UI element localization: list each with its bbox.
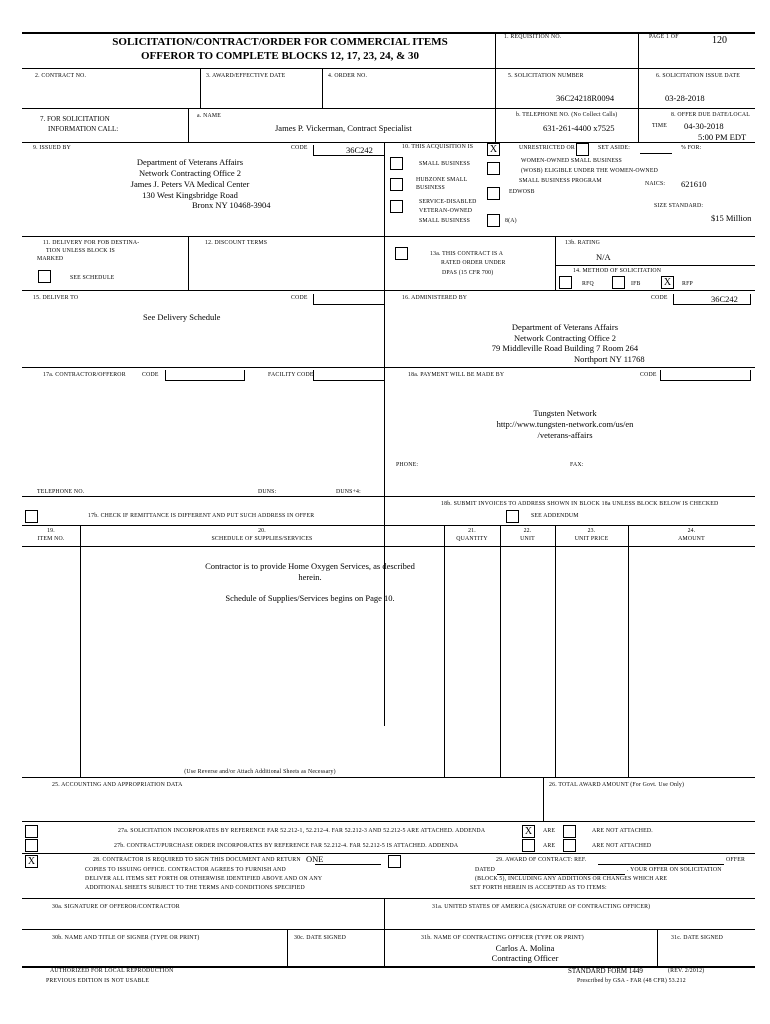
facility-code-field[interactable]	[313, 370, 385, 381]
x-mark-icon: X	[663, 277, 672, 288]
edwosb-checkbox[interactable]	[487, 187, 500, 200]
hubzone-checkbox[interactable]	[390, 178, 403, 191]
see-addendum-checkbox[interactable]	[506, 510, 519, 523]
duns-label: DUNS:	[258, 489, 277, 495]
officer-name-label: 31b. NAME OF CONTRACTING OFFICER (TYPE OR PRINT)	[421, 935, 584, 941]
wosb-label: WOMEN-OWNED SMALL BUSINESS	[521, 158, 622, 164]
issued-by-line: Network Contracting Office 2	[138, 168, 242, 178]
solicitation-info-label-2: INFORMATION CALL:	[48, 125, 119, 133]
footer-reproduction: AUTHORIZED FOR LOCAL REPRODUCTION	[50, 968, 174, 974]
officer-title: Contracting Officer	[491, 953, 559, 963]
set-aside-checkbox[interactable]	[576, 143, 589, 156]
27b-are-checkbox[interactable]	[522, 839, 535, 852]
footer-edition: PREVIOUS EDITION IS NOT USABLE	[46, 978, 150, 984]
wosb-label-3: SMALL BUSINESS PROGRAM	[519, 178, 602, 184]
administered-by-code-label: CODE	[651, 295, 668, 301]
delivery-label-2: TION UNLESS BLOCK IS	[46, 248, 115, 254]
col21-header: QUANTITY	[456, 536, 488, 542]
ifb-label: IFB	[631, 281, 641, 287]
size-standard: $15 Million	[711, 213, 752, 223]
27b-label: 27b. CONTRACT/PURCHASE ORDER INCORPORATES BY REFERENCE FAR 52.212-4. FAR 52.212-5 IS ATTACHED. ADDENDA	[114, 843, 459, 849]
col19-number: 19.	[47, 528, 55, 534]
divider	[22, 898, 755, 899]
remittance-checkbox[interactable]	[25, 510, 38, 523]
officer-name: Carlos A. Molina	[495, 943, 555, 953]
col20-number: 20.	[258, 528, 266, 534]
divider	[22, 546, 755, 547]
payment-line: http://www.tungsten-network.com/us/en	[496, 419, 634, 429]
payment-line: /veterans-affairs	[537, 430, 593, 440]
offer-due-date: 04-30-2018	[684, 121, 724, 131]
rated-order-label-2: RATED ORDER UNDER	[441, 260, 506, 266]
divider	[188, 236, 189, 290]
divider	[22, 142, 755, 143]
your-offer-label: . YOUR OFFER ON SOLICITATION	[627, 867, 722, 873]
block28-checkbox[interactable]	[25, 855, 38, 868]
schedule-description-3: Schedule of Supplies/Services begins on Page 10.	[225, 593, 395, 603]
27a-are-checkbox[interactable]	[522, 825, 535, 838]
naics-code: 621610	[681, 179, 707, 189]
divider	[80, 525, 81, 777]
form-number: STANDARD FORM 1449	[568, 967, 643, 975]
solicitation-info-label: 7. FOR SOLICITATION	[40, 115, 110, 123]
x-mark-icon: X	[524, 826, 533, 837]
col22-number: 22.	[523, 528, 532, 534]
signer-name-label: 30b. NAME AND TITLE OF SIGNER (TYPE OR PRINT)	[52, 935, 200, 941]
top-border	[22, 32, 755, 34]
total-award-label: 26. TOTAL AWARD AMOUNT (For Govt. Use Only)	[549, 782, 685, 788]
solicitation-number-label: 5. SOLICITATION NUMBER	[508, 73, 584, 79]
officer-signature-label: 31a. UNITED STATES OF AMERICA (SIGNATURE OF CONTRACTING OFFICER)	[432, 904, 651, 910]
divider	[495, 68, 496, 108]
page-label: PAGE 1 OF	[649, 34, 679, 40]
27a-checkbox[interactable]	[25, 825, 38, 838]
facility-code-label: FACILITY CODE	[268, 372, 314, 378]
form-subtitle: OFFEROR TO COMPLETE BLOCKS 12, 17, 23, 24, & 30	[141, 50, 419, 62]
acquisition-label: 10. THIS ACQUISITION IS	[402, 144, 474, 150]
27b-are-label: ARE	[543, 843, 556, 849]
discount-terms-label: 12. DISCOUNT TERMS	[205, 240, 268, 246]
contractor-signature-label: 30a. SIGNATURE OF OFFEROR/CONTRACTOR	[52, 904, 180, 910]
divider	[22, 853, 755, 854]
administered-by-code: 36C242	[711, 294, 738, 304]
block29-line4: SET FORTH HEREIN IS ACCEPTED AS TO ITEMS:	[470, 885, 607, 891]
col20-header: SCHEDULE OF SUPPLIES/SERVICES	[211, 536, 313, 542]
contact-phone: 631-261-4400 x7525	[543, 123, 615, 133]
payment-line: Tungsten Network	[533, 408, 597, 418]
x-mark-icon: X	[489, 144, 498, 155]
unrestricted-label: UNRESTRICTED OR	[519, 145, 575, 151]
divider	[555, 236, 556, 290]
deliver-to-code-label: CODE	[291, 295, 308, 301]
27b-checkbox[interactable]	[25, 839, 38, 852]
contract-no-label: 2. CONTRACT NO.	[35, 73, 87, 79]
block29-label: 29. AWARD OF CONTRACT: REF.	[496, 857, 587, 863]
rfq-label: RFQ	[582, 281, 594, 287]
payment-code-label: CODE	[640, 372, 657, 378]
administered-by-line: Department of Veterans Affairs	[511, 322, 619, 332]
schedule-description: Contractor is to provide Home Oxygen Services, as described	[205, 561, 415, 571]
phone-label: b. TELEPHONE NO. (No Collect Calls)	[516, 112, 618, 118]
submit-invoices-label: 18b. SUBMIT INVOICES TO ADDRESS SHOWN IN BLOCK 18a UNLESS BLOCK BELOW IS CHECKED	[441, 501, 719, 507]
eight-a-checkbox[interactable]	[487, 214, 500, 227]
27b-are-not-label: ARE NOT ATTACHED	[592, 843, 652, 849]
divider	[188, 108, 189, 142]
eight-a-label: 8(A)	[505, 218, 517, 224]
set-aside-label: SET ASIDE:	[598, 145, 631, 151]
sdvosb-checkbox[interactable]	[390, 200, 403, 213]
size-standard-label: SIZE STANDARD:	[654, 203, 704, 209]
issued-by-line: 130 West Kingsbridge Road	[142, 190, 238, 200]
block29-checkbox[interactable]	[388, 855, 401, 868]
form-revision: (REV. 2/2012)	[668, 968, 705, 974]
offer-due-time: 5:00 PM EDT	[698, 132, 747, 142]
divider	[287, 929, 288, 966]
contractor-label: 17a. CONTRACTOR/OFFEROR	[43, 372, 126, 378]
col24-number: 24.	[687, 528, 696, 534]
col21-number: 21.	[468, 528, 476, 534]
deliver-to-label: 15. DELIVER TO	[33, 295, 79, 301]
block28-line2: COPIES TO ISSUING OFFICE. CONTRACTOR AGREES TO FURNISH AND	[85, 867, 286, 873]
issue-date: 03-28-2018	[665, 93, 705, 103]
block28-line3: DELIVER ALL ITEMS SET FORTH OR OTHERWISE IDENTIFIED ABOVE AND ON ANY	[85, 876, 323, 882]
rating-label: 13b. RATING	[565, 240, 601, 246]
deliver-to-code-field[interactable]	[313, 294, 385, 305]
col23-number: 23.	[587, 528, 596, 534]
remittance-label: 17b. CHECK IF REMITTANCE IS DIFFERENT AND PUT SUCH ADDRESS IN OFFER	[88, 513, 315, 519]
schedule-description-2: herein.	[298, 572, 322, 582]
divider	[638, 32, 639, 68]
divider	[555, 525, 556, 777]
administered-by-line: 79 Middleville Road Building 7 Room 264	[491, 343, 639, 353]
rfp-checkbox[interactable]	[661, 276, 674, 289]
divider	[500, 525, 501, 777]
small-business-label: SMALL BUSINESS	[419, 161, 471, 167]
divider	[200, 68, 201, 108]
ifb-checkbox[interactable]	[612, 276, 625, 289]
divider	[638, 68, 639, 142]
unrestricted-checkbox[interactable]	[487, 143, 500, 156]
27a-are-label: ARE	[543, 828, 556, 834]
delivery-label-3: MARKED	[37, 256, 64, 262]
divider	[22, 290, 755, 291]
contractor-date-label: 30c. DATE SIGNED	[294, 935, 346, 941]
name-label: a. NAME	[197, 113, 221, 119]
x-mark-icon: X	[27, 856, 36, 867]
solicitation-number: 36C24218R0094	[556, 93, 615, 103]
payment-code-field[interactable]	[660, 370, 751, 381]
officer-date-label: 31c. DATE SIGNED	[671, 935, 723, 941]
divider	[628, 525, 629, 777]
payment-label: 18a. PAYMENT WILL BE MADE BY	[408, 372, 505, 378]
naics-label: NAICS:	[645, 181, 666, 187]
issue-date-label: 6. SOLICITATION ISSUE DATE	[656, 73, 740, 79]
see-schedule-checkbox[interactable]	[38, 270, 51, 283]
edwosb-label: EDWOSB	[509, 189, 535, 195]
block28-label: 28. CONTRACTOR IS REQUIRED TO SIGN THIS DOCUMENT AND RETURN	[93, 857, 301, 863]
payment-fax-label: FAX:	[570, 462, 584, 468]
page-total: 120	[712, 35, 727, 46]
col24-header: AMOUNT	[678, 536, 705, 542]
wosb-label-2: (WOSB) ELIGIBLE UNDER THE WOMEN-OWNED	[521, 168, 658, 174]
dated-field[interactable]	[497, 874, 625, 875]
divider	[22, 525, 755, 526]
27a-are-not-label: ARE NOT ATTACHED.	[592, 828, 653, 834]
deliver-to-value: See Delivery Schedule	[143, 312, 221, 322]
block29-line3: (BLOCK 5), INCLUDING ANY ADDITIONS OR CHANGES WHICH ARE	[475, 876, 668, 882]
small-business-checkbox[interactable]	[390, 157, 403, 170]
divider	[22, 777, 755, 778]
issued-by-line: James J. Peters VA Medical Center	[130, 179, 250, 189]
rating-value: N/A	[596, 252, 611, 262]
divider	[543, 777, 544, 821]
accounting-label: 25. ACCOUNTING AND APPROPRIATION DATA	[52, 782, 183, 788]
hubzone-label: HUBZONE SMALL	[416, 177, 468, 183]
issued-by-line: Bronx NY 10468-3904	[192, 200, 271, 210]
divider	[322, 68, 323, 108]
telephone-label: TELEPHONE NO.	[37, 489, 85, 495]
divider	[22, 929, 755, 930]
divider	[22, 496, 755, 497]
payment-phone-label: PHONE:	[396, 462, 419, 468]
divider	[495, 108, 496, 142]
divider	[22, 236, 755, 237]
duns4-label: DUNS+4:	[336, 489, 361, 495]
divider	[22, 367, 755, 368]
rated-order-label: 13a. THIS CONTRACT IS A	[430, 251, 504, 257]
administered-by-line: Network Contracting Office 2	[513, 333, 617, 343]
dated-label: DATED	[475, 867, 495, 873]
sdvosb-label-2: VETERAN-OWNED	[419, 208, 473, 214]
27b-are-not-checkbox[interactable]	[563, 839, 576, 852]
issued-by-code: 36C242	[346, 145, 373, 155]
requisition-label: 1. REQUISITION NO.	[504, 34, 562, 40]
wosb-checkbox[interactable]	[487, 162, 500, 175]
time-label: TIME	[652, 123, 667, 129]
administered-by-line: Northport NY 11768	[574, 354, 645, 364]
form-title: SOLICITATION/CONTRACT/ORDER FOR COMMERCIAL ITEMS	[112, 36, 448, 48]
administered-by-label: 16. ADMINISTERED BY	[402, 295, 468, 301]
prescribed-by: Prescribed by GSA - FAR (48 CFR) 53.212	[577, 978, 686, 984]
copies-field[interactable]	[315, 864, 381, 865]
copies-value: ONE	[306, 854, 324, 864]
see-schedule-label: SEE SCHEDULE	[70, 275, 115, 281]
set-aside-pct-field[interactable]	[640, 153, 672, 154]
divider	[22, 108, 755, 109]
center-divider	[384, 142, 385, 726]
divider	[22, 68, 755, 69]
divider	[22, 821, 755, 822]
issued-by-code-label: CODE	[291, 145, 308, 151]
sdvosb-label-3: SMALL BUSINESS	[419, 218, 471, 224]
divider	[555, 265, 755, 266]
col22-header: UNIT	[520, 536, 535, 542]
ref-field[interactable]	[598, 864, 724, 865]
contractor-code-label: CODE	[142, 372, 159, 378]
method-label: 14. METHOD OF SOLICITATION	[573, 268, 662, 274]
contractor-code-field[interactable]	[165, 370, 245, 381]
offer-label: OFFER	[726, 857, 746, 863]
for-label: % FOR:	[681, 145, 702, 151]
rated-order-checkbox[interactable]	[395, 247, 408, 260]
see-addendum-label: SEE ADDENDUM	[531, 513, 579, 519]
divider	[657, 929, 658, 966]
offer-due-label: 8. OFFER DUE DATE/LOCAL	[671, 112, 750, 118]
delivery-label: 11. DELIVERY FOR FOB DESTINA-	[43, 240, 140, 246]
27a-are-not-checkbox[interactable]	[563, 825, 576, 838]
col19-header: ITEM NO.	[37, 536, 65, 542]
27a-label: 27a. SOLICITATION INCORPORATES BY REFERENCE FAR 52.212-1, 52.212-4. FAR 52.212-3 AND 52.212-5 ARE ATTACHED. ADDENDA	[118, 828, 486, 834]
award-date-label: 3. AWARD/EFFECTIVE DATE	[206, 73, 286, 79]
rfq-checkbox[interactable]	[559, 276, 572, 289]
divider	[384, 898, 385, 966]
col23-header: UNIT PRICE	[574, 536, 609, 542]
block28-line4: ADDITIONAL SHEETS SUBJECT TO THE TERMS AND CONDITIONS SPECIFIED	[85, 885, 305, 891]
contact-name: James P. Vickerman, Contract Specialist	[275, 123, 412, 133]
order-no-label: 4. ORDER NO.	[328, 73, 368, 79]
reverse-note: (Use Reverse and/or Attach Additional Sheets as Necessary)	[184, 769, 336, 775]
hubzone-label-2: BUSINESS	[416, 185, 445, 191]
rfp-label: RFP	[682, 281, 693, 287]
sdvosb-label: SERVICE-DISABLED	[419, 199, 477, 205]
issued-by-label: 9. ISSUED BY	[33, 145, 71, 151]
issued-by-line: Department of Veterans Affairs	[136, 157, 244, 167]
rated-order-label-3: DPAS (15 CFR 700)	[442, 270, 494, 276]
